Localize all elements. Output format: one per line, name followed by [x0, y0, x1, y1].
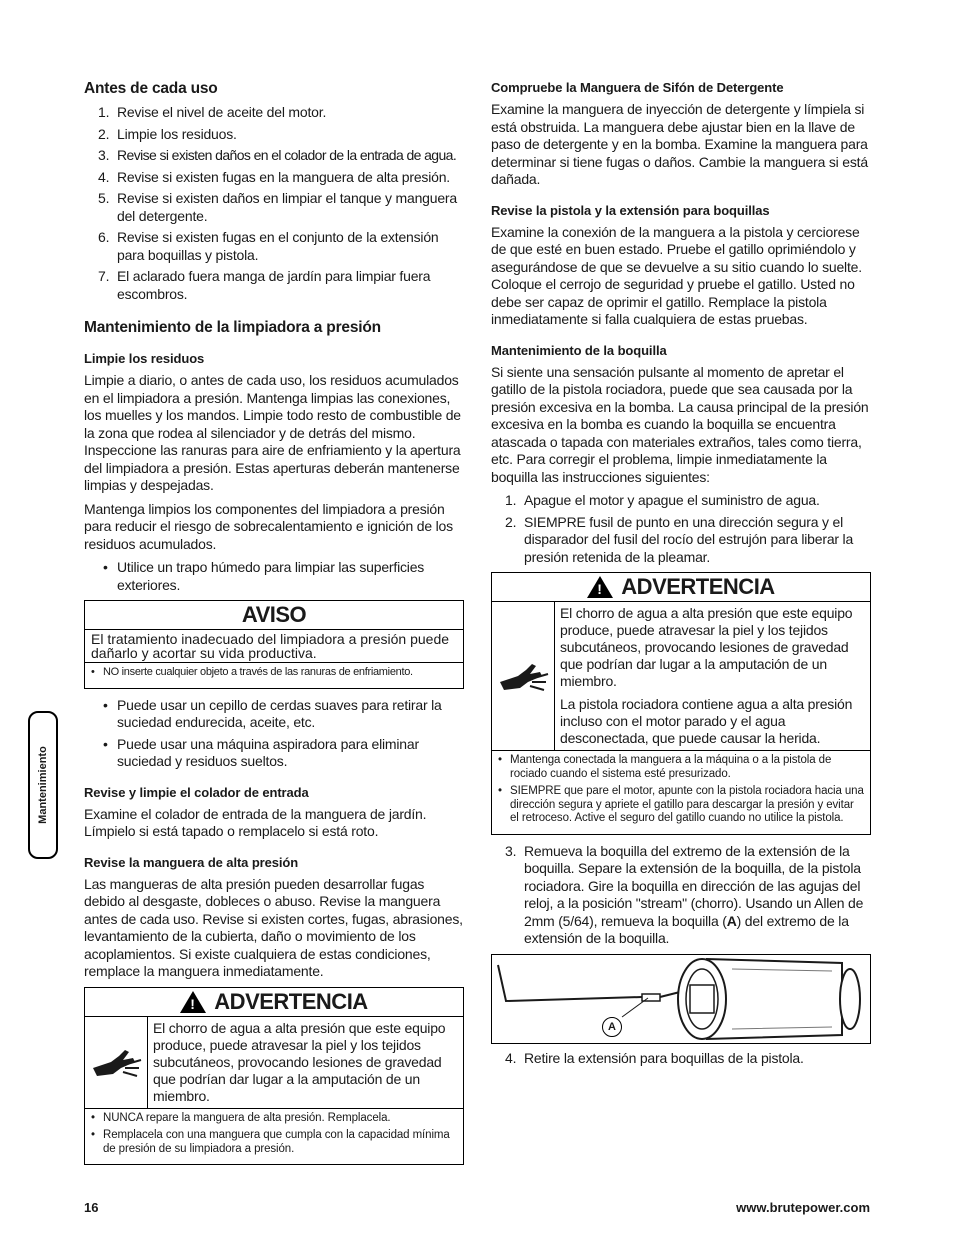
subsection-title-gun: Revise la pistola y la extensión para boquillas [491, 202, 770, 218]
warning-box [84, 987, 464, 1166]
warning-text: La pistola rociadora contiene agua a alta presión incluso con el motor parado y el agua desconectada, que puede causar la herida. [560, 696, 853, 746]
subsection-title-clean-debris: Limpie los residuos [84, 351, 205, 366]
warning-text-area [555, 602, 870, 750]
list-item: 5. Revise si existen daños en limpiar el tanque y manguera del detergente. [98, 190, 457, 224]
warning-triangle-icon: ! [587, 576, 613, 598]
list-item: • Puede usar un cepillo de cerdas suaves para retirar la suciedad endurecida, aceite, etc. [84, 697, 464, 732]
warning-text: El chorro de agua a alta presión que este equipo produce, puede atravesar la piel y los tejidos subcutáneos, provocando lesiones de gravedad que podrían dar lugar a la amputación de un miembro. [560, 605, 853, 689]
paragraph: Examine la manguera de inyección de detergente y límpiela si está obstruida. La manguera debe ajustar bien en la llave de paso de detergente y en la bomba. Examine la manguera para determinar si tiene fugas o daños. Cambie la manguera si está dañada. [491, 101, 868, 187]
section-title-maintenance: Mantenimiento de la limpiadora a presión [84, 319, 381, 336]
list-item: 3. Remueva la boquilla del extremo de la extensión de la boquilla. Separe la extensión de la boquilla, de la pistola rociadora. Gire la boquilla en dirección de las agujas del reloj, a la posición "stream" (chorro). Usando un Allen de 2mm (5/64), remueva la boquilla (A) del extremo de la extensión de la boquilla. [505, 842, 864, 946]
warning-triangle-icon: ! [180, 991, 206, 1013]
section-title-before-use: Antes de cada uso [84, 80, 218, 97]
list-item: 2. Limpie los residuos. [98, 125, 237, 142]
nozzle-steps [491, 492, 871, 566]
subsection-title-siphon: Compruebe la Manguera de Sifón de Detergente [491, 80, 784, 95]
figure-label-a: A [602, 1017, 622, 1037]
notice-text: El tratamiento inadecuado del limpiadora a presión puede dañarlo y acortar su vida productiva. [85, 630, 463, 663]
right-column [491, 80, 871, 1073]
notice-title: AVISO [85, 601, 463, 630]
nozzle-steps-continued [491, 843, 871, 948]
warning-box [491, 572, 871, 835]
side-tab-label: Mantenimiento [37, 746, 49, 824]
list-item: 6. Revise si existen fugas en el conjunto de la extensión para boquillas y pistola. [98, 229, 439, 263]
warning-note: • Mantenga conectada la manguera a la máquina o a la pistola de rociado cuando el sistema esté presurizado. [497, 754, 865, 781]
warning-body [492, 602, 870, 751]
before-use-list [84, 104, 464, 303]
nozzle-steps-final [491, 1050, 871, 1068]
warning-body [85, 1017, 463, 1109]
page-number: 16 [84, 1200, 99, 1215]
paragraph: Las mangueras de alta presión pueden desarrollar fugas debido al desgaste, dobleces o abuso. Revise la manguera antes de cada uso. Revise si existen cortes, fugas, abrasiones, levantamiento de la cubierta, daño o movimiento de los acoplamientos. Si existe cualquiera de estas condiciones, remplace la manguera inmediatamente. [84, 875, 463, 979]
warning-title: ADVERTENCIA [621, 574, 775, 599]
list-item: • Puede usar una máquina aspiradora para eliminar suciedad y residuos sueltos. [84, 736, 464, 771]
warning-title-row [85, 988, 463, 1017]
list-item: 4. Retire la extensión para boquillas de la pistola. [505, 1049, 804, 1066]
list-item: 2. SIEMPRE fusil de punto en una dirección segura y el disparador del fusil del rocío del estrujón para liberar la presión retenida de la pleamar. [505, 513, 854, 565]
warning-notes [85, 1109, 463, 1165]
list-item: • Utilice un trapo húmedo para limpiar las superficies exteriores. [84, 559, 464, 594]
notice-box [84, 600, 464, 689]
paragraph: Examine la conexión de la manguera a la pistola y cerciorese de que esté en buen estado. Pruebe el gatillo oprimiéndolo y asegurándose de que se devuelve a su sitio cuando lo suelte. Coloque el cerrojo de seguridad y pruebe el gatillo. Usted no debe ser capaz de oprimir el gatillo. Remplace la pistola inmediatamente si falla cualquiera de estas pruebas. [491, 223, 862, 327]
subsection-title-inlet: Revise y limpie el colador de entrada [84, 784, 309, 800]
paragraph: Mantenga limpios los componentes del limpiadora a presión para reducir el riesgo de sobrecalentamiento e ignición de los residuos acumulados. [84, 500, 453, 552]
injection-hazard-icon [85, 1017, 148, 1108]
warning-text: El chorro de agua a alta presión que este equipo produce, puede atravesar la piel y los tejidos subcutáneos, provocando lesiones de gravedad que podrían dar lugar a la amputación de un miembro. [153, 1019, 446, 1104]
warning-note: • NUNCA repare la manguera de alta presión. Remplacela. [90, 1112, 458, 1126]
bullet-list [84, 697, 464, 771]
warning-text-area [148, 1017, 463, 1108]
list-item: 1. Revise el nivel de aceite del motor. [98, 104, 327, 120]
notice-notes [85, 663, 463, 688]
warning-note: • Remplacela con una manguera que cumpla con la capacidad mínima de presión de su limpiadora a presión. [90, 1129, 458, 1156]
list-item: 7. El aclarado fuera manga de jardín para limpiar fuera escombros. [98, 268, 431, 302]
warning-title: ADVERTENCIA [214, 988, 368, 1014]
nozzle-illustration [492, 955, 870, 1043]
subsection-title-hose: Revise la manguera de alta presión [84, 854, 299, 870]
bullet-list [84, 559, 464, 594]
warning-title-row [492, 573, 870, 602]
list-item: 4. Revise si existen fugas en la manguera de alta presión. [98, 168, 450, 185]
notice-note: • NO inserte cualquier objeto a través de las ranuras de enfriamiento. [90, 666, 458, 680]
list-item: 1. Apague el motor y apague el suministro de agua. [505, 492, 820, 508]
paragraph: Si siente una sensación pulsante al momento de apretar el gatillo de la pistola rociadora, puede que sea causada por la presión excesiva en la bomba. La causa principal de la presión excesiva en la bomba es cuando la boquilla se encuentra atascada o tapada con materiales extraños, tales como tierra, etc. Para corregir el problema, limpie inmediatamente la boquilla las instrucciones siguientes: [491, 363, 869, 485]
list-item: 3. Revise si existen daños en el colador de la entrada de agua. [98, 147, 457, 163]
footer-url: www.brutepower.com [736, 1200, 870, 1215]
nozzle-figure [491, 954, 871, 1044]
warning-notes [492, 751, 870, 834]
warning-note: • SIEMPRE que pare el motor, apunte con la pistola rociadora hacia una dirección segura y apriete el gatillo para descargar la presión y evitar el retroceso. Active el seguro del gatillo cuando no utilice la pistola. [497, 785, 865, 826]
left-column [84, 80, 464, 1173]
subsection-title-nozzle: Mantenimiento de la boquilla [491, 342, 667, 358]
paragraph: Examine el colador de entrada de la manguera de jardín. Límpielo si está tapado o remplacelo si está roto. [84, 805, 427, 839]
side-tab [28, 711, 58, 859]
injection-hazard-icon [492, 602, 555, 750]
paragraph: Limpie a diario, o antes de cada uso, los residuos acumulados en el limpiadora a presión. Mantenga limpias las conexiones, los muelles y los mandos. Limpie todo resto de combustible de la zona que rodea al silenciador y de detrás del mismo. Inspeccione las ranuras para aire de enfriamiento y la apertura del limpiadora a presión. Estas aperturas deberán mantenerse limpias y despejadas. [84, 372, 461, 493]
